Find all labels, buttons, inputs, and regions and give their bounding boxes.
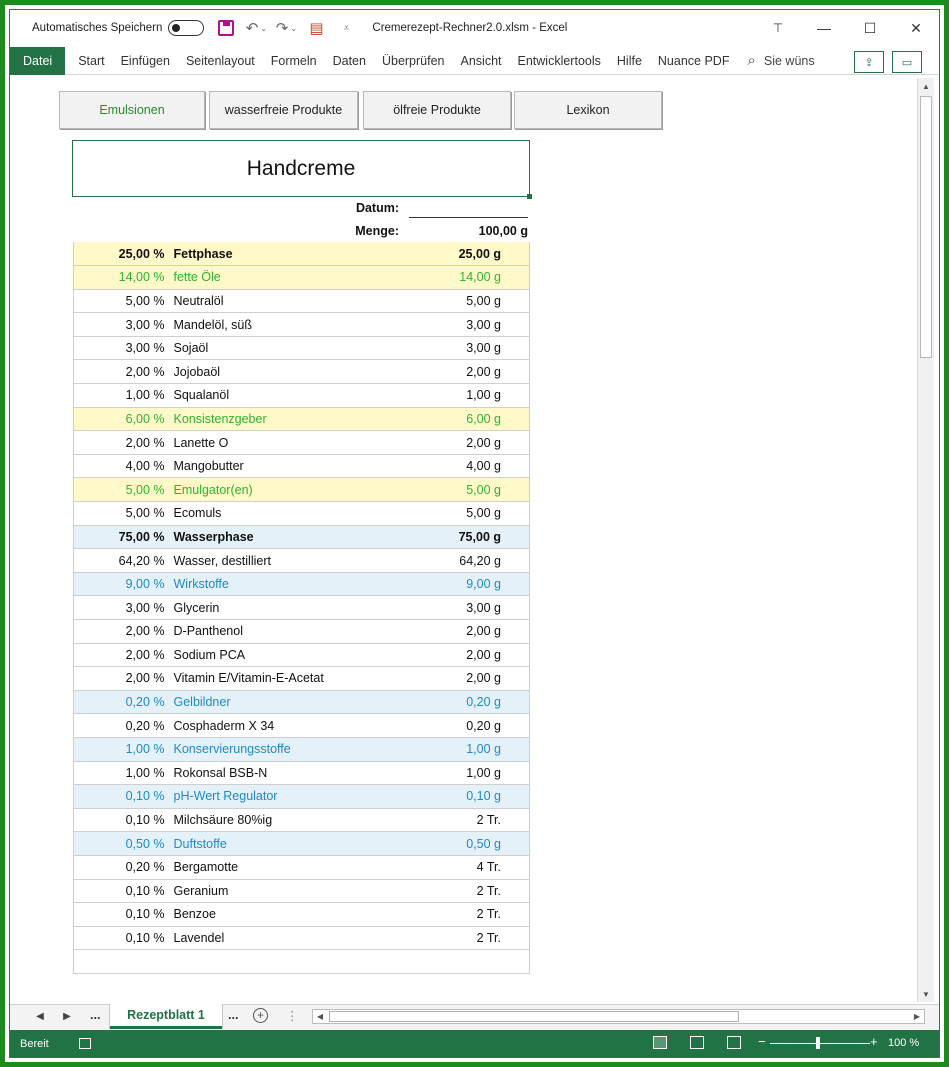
scroll-right-icon[interactable]: ▶ xyxy=(913,1012,921,1021)
datum-underline xyxy=(409,217,528,218)
table-row xyxy=(74,950,530,974)
table-row xyxy=(74,855,530,879)
percent-cell[interactable]: 9,00 % xyxy=(74,572,169,596)
table-row xyxy=(74,454,530,478)
percent-cell[interactable]: 0,10 % xyxy=(74,879,169,903)
percent-cell[interactable]: 2,00 % xyxy=(74,620,169,644)
percent-cell[interactable]: 25,00 % xyxy=(74,242,169,266)
amount-cell[interactable]: 4 Tr. xyxy=(419,855,530,879)
amount-cell[interactable]: 64,20 g xyxy=(419,549,530,573)
ingredient-cell[interactable]: Rokonsal BSB-N xyxy=(169,761,419,785)
zoom-slider-thumb[interactable] xyxy=(816,1037,820,1049)
emulsionen-button[interactable]: Emulsionen xyxy=(59,91,205,129)
percent-cell[interactable]: 75,00 % xyxy=(74,525,169,549)
table-row xyxy=(74,431,530,455)
zoom-out-icon[interactable]: − xyxy=(758,1034,766,1049)
wasserfreie-produkte-button[interactable]: wasserfreie Produkte xyxy=(209,91,358,129)
ingredient-cell[interactable]: Lavendel xyxy=(169,926,419,950)
amount-cell[interactable]: 2,00 g xyxy=(419,643,530,667)
percent-cell[interactable]: 2,00 % xyxy=(74,431,169,455)
amount-cell[interactable]: 3,00 g xyxy=(419,313,530,337)
table-row xyxy=(74,289,530,313)
sheet-tab-rezeptblatt-1[interactable]: Rezeptblatt 1 xyxy=(110,1004,222,1029)
amount-cell[interactable]: 1,00 g xyxy=(419,737,530,761)
vertical-scrollbar[interactable] xyxy=(917,78,934,1002)
tab-formulas[interactable]: Formeln xyxy=(270,53,317,68)
normal-view-icon[interactable] xyxy=(653,1036,667,1049)
ingredient-cell[interactable]: Glycerin xyxy=(169,596,419,620)
ingredient-cell[interactable]: Cosphaderm X 34 xyxy=(169,714,419,738)
percent-cell[interactable]: 5,00 % xyxy=(74,478,169,502)
table-row xyxy=(74,596,530,620)
amount-cell[interactable]: 2,00 g xyxy=(419,667,530,691)
table-row xyxy=(74,808,530,832)
tab-view[interactable]: Ansicht xyxy=(460,53,502,68)
percent-cell[interactable]: 3,00 % xyxy=(74,596,169,620)
amount-cell[interactable]: 5,00 g xyxy=(419,502,530,526)
amount-cell[interactable]: 2 Tr. xyxy=(419,879,530,903)
recipe-table xyxy=(73,242,530,974)
fill-handle[interactable] xyxy=(527,194,532,199)
table-row xyxy=(74,266,530,290)
table-row xyxy=(74,407,530,431)
ingredient-cell[interactable]: Sodium PCA xyxy=(169,643,419,667)
table-row xyxy=(74,360,530,384)
table-row xyxy=(74,832,530,856)
table-row xyxy=(74,667,530,691)
status-bar xyxy=(10,1030,939,1057)
next-sheet-icon[interactable]: ▶ xyxy=(63,1010,71,1022)
percent-cell[interactable] xyxy=(74,950,169,974)
ingredient-cell[interactable]: Milchsäure 80%ig xyxy=(169,808,419,832)
minimize-icon[interactable]: — xyxy=(817,20,831,36)
tab-file[interactable]: Datei xyxy=(10,47,65,75)
window-controls xyxy=(755,10,939,46)
customize-qat-icon[interactable]: ⩡ xyxy=(343,22,350,34)
ingredient-cell[interactable]: Jojobaöl xyxy=(169,360,419,384)
amount-cell[interactable]: 3,00 g xyxy=(419,596,530,620)
tab-help[interactable]: Hilfe xyxy=(616,53,642,68)
ingredient-cell[interactable]: Duftstoffe xyxy=(169,832,419,856)
amount-cell[interactable]: 2 Tr. xyxy=(419,808,530,832)
percent-cell[interactable]: 1,00 % xyxy=(74,761,169,785)
percent-cell[interactable]: 1,00 % xyxy=(74,737,169,761)
table-row xyxy=(74,242,530,266)
table-row xyxy=(74,926,530,950)
ingredient-cell[interactable]: Emulgator(en) xyxy=(169,478,419,502)
ingredient-cell[interactable]: Neutralöl xyxy=(169,289,419,313)
comments-icon[interactable]: ▭ xyxy=(892,51,922,73)
search-icon: ⌕ xyxy=(747,52,756,69)
amount-cell[interactable]: 9,00 g xyxy=(419,572,530,596)
ingredient-cell[interactable]: Gelbildner xyxy=(169,690,419,714)
table-row xyxy=(74,525,530,549)
ingredient-cell[interactable]: Konservierungsstoffe xyxy=(169,737,419,761)
excel-window xyxy=(9,9,940,1058)
amount-cell[interactable]: 4,00 g xyxy=(419,454,530,478)
tab-data[interactable]: Daten xyxy=(332,53,366,68)
recipe-title-cell[interactable] xyxy=(72,140,530,197)
autosave-label: Automatisches Speichern xyxy=(32,22,163,34)
ingredient-cell[interactable]: Geranium xyxy=(169,879,419,903)
recipe-title: Handcreme xyxy=(246,156,356,180)
sheets-ellipsis-right[interactable]: ... xyxy=(228,1008,239,1022)
percent-cell[interactable]: 2,00 % xyxy=(74,643,169,667)
percent-cell[interactable]: 4,00 % xyxy=(74,454,169,478)
percent-cell[interactable]: 0,10 % xyxy=(74,903,169,927)
sheets-ellipsis-left[interactable]: ... xyxy=(90,1008,101,1022)
close-icon[interactable]: ✕ xyxy=(910,19,922,36)
tell-me-search[interactable] xyxy=(747,52,814,69)
ribbon-tabs xyxy=(10,47,939,75)
percent-cell[interactable]: 6,00 % xyxy=(74,407,169,431)
amount-cell[interactable]: 2 Tr. xyxy=(419,926,530,950)
amount-cell[interactable]: 0,50 g xyxy=(419,832,530,856)
amount-cell[interactable]: 14,00 g xyxy=(419,266,530,290)
amount-cell[interactable]: 3,00 g xyxy=(419,336,530,360)
ingredient-cell[interactable]: Bergamotte xyxy=(169,855,419,879)
redo-icon[interactable]: ↷ ⌄ xyxy=(275,20,298,37)
lexikon-button[interactable]: Lexikon xyxy=(514,91,662,129)
tab-review[interactable]: Überprüfen xyxy=(381,53,445,68)
search-label: Sie wüns xyxy=(763,53,815,68)
amount-cell[interactable]: 2,00 g xyxy=(419,620,530,644)
percent-cell[interactable]: 0,10 % xyxy=(74,808,169,832)
percent-cell[interactable]: 1,00 % xyxy=(74,384,169,408)
amount-cell[interactable]: 6,00 g xyxy=(419,407,530,431)
amount-cell[interactable]: 5,00 g xyxy=(419,289,530,313)
ingredient-cell[interactable]: Squalanöl xyxy=(169,384,419,408)
ingredient-cell[interactable]: Lanette O xyxy=(169,431,419,455)
table-row xyxy=(74,761,530,785)
save-icon[interactable] xyxy=(218,20,234,36)
datum-label: Datum: xyxy=(355,201,399,215)
amount-cell[interactable]: 2,00 g xyxy=(419,360,530,384)
table-row xyxy=(74,737,530,761)
table-row xyxy=(74,502,530,526)
percent-cell[interactable]: 0,20 % xyxy=(74,855,169,879)
title-bar xyxy=(10,10,939,46)
table-row xyxy=(74,714,530,738)
zoom-in-icon[interactable]: + xyxy=(870,1034,878,1049)
amount-cell[interactable]: 5,00 g xyxy=(419,478,530,502)
percent-cell[interactable]: 0,20 % xyxy=(74,690,169,714)
tab-page-layout[interactable]: Seitenlayout xyxy=(185,53,255,68)
ingredient-cell[interactable]: Vitamin E/Vitamin-E-Acetat xyxy=(169,667,419,691)
amount-cell[interactable]: 2,00 g xyxy=(419,431,530,455)
table-row xyxy=(74,572,530,596)
zoom-slider[interactable] xyxy=(770,1043,870,1044)
menge-value[interactable]: 100,00 g xyxy=(478,224,528,238)
form-icon[interactable]: ▤ xyxy=(309,20,324,37)
table-row xyxy=(74,690,530,714)
toggle-knob xyxy=(172,24,180,32)
scroll-thumb[interactable] xyxy=(920,96,932,358)
table-row xyxy=(74,879,530,903)
status-ready: Bereit xyxy=(20,1037,49,1050)
ingredient-cell[interactable] xyxy=(169,950,419,974)
table-row xyxy=(74,384,530,408)
percent-cell[interactable]: 0,10 % xyxy=(74,926,169,950)
ribbon-display-icon[interactable]: ⊤ xyxy=(772,21,784,35)
scroll-left-icon[interactable]: ◀ xyxy=(316,1012,324,1021)
page-break-icon[interactable] xyxy=(727,1036,741,1049)
ingredient-cell[interactable]: Mandelöl, süß xyxy=(169,313,419,337)
amount-cell[interactable] xyxy=(419,950,530,974)
amount-cell[interactable]: 0,20 g xyxy=(419,690,530,714)
amount-cell[interactable]: 75,00 g xyxy=(419,525,530,549)
amount-cell[interactable]: 1,00 g xyxy=(419,384,530,408)
amount-cell[interactable]: 25,00 g xyxy=(419,242,530,266)
percent-cell[interactable]: 0,50 % xyxy=(74,832,169,856)
percent-cell[interactable]: 5,00 % xyxy=(74,289,169,313)
percent-cell[interactable]: 3,00 % xyxy=(74,336,169,360)
prev-sheet-icon[interactable]: ◀ xyxy=(36,1010,44,1022)
macro-record-icon[interactable] xyxy=(79,1038,91,1049)
oelfreie-produkte-button[interactable]: ölfreie Produkte xyxy=(363,91,511,129)
scroll-up-icon[interactable]: ▲ xyxy=(922,81,930,91)
percent-cell[interactable]: 0,20 % xyxy=(74,714,169,738)
zoom-level[interactable]: 100 % xyxy=(888,1037,920,1049)
ingredient-cell[interactable]: Wasserphase xyxy=(169,525,419,549)
table-row xyxy=(74,785,530,809)
ingredient-cell[interactable]: Sojaöl xyxy=(169,336,419,360)
amount-cell[interactable]: 0,20 g xyxy=(419,714,530,738)
document-title: Cremerezept-Rechner2.0.xlsm - Excel xyxy=(372,22,568,34)
table-row xyxy=(74,643,530,667)
undo-icon[interactable]: ↶ ⌄ xyxy=(245,20,268,37)
amount-cell[interactable]: 1,00 g xyxy=(419,761,530,785)
table-row xyxy=(74,903,530,927)
hscroll-thumb[interactable] xyxy=(329,1011,739,1022)
ingredient-cell[interactable]: pH-Wert Regulator xyxy=(169,785,419,809)
ingredient-cell[interactable]: D-Panthenol xyxy=(169,620,419,644)
percent-cell[interactable]: 2,00 % xyxy=(74,667,169,691)
percent-cell[interactable]: 5,00 % xyxy=(74,502,169,526)
percent-cell[interactable]: 14,00 % xyxy=(74,266,169,290)
table-row xyxy=(74,313,530,337)
amount-cell[interactable]: 0,10 g xyxy=(419,785,530,809)
scroll-down-icon[interactable]: ▼ xyxy=(922,989,930,999)
page-layout-icon[interactable] xyxy=(690,1036,704,1049)
table-row xyxy=(74,478,530,502)
share-icon[interactable]: ⇪ xyxy=(854,51,884,73)
ingredient-cell[interactable]: fette Öle xyxy=(169,266,419,290)
ingredient-cell[interactable]: Wirkstoffe xyxy=(169,572,419,596)
tab-developer[interactable]: Entwicklertools xyxy=(517,53,601,68)
tab-insert[interactable]: Einfügen xyxy=(120,53,170,68)
ingredient-cell[interactable]: Fettphase xyxy=(169,242,419,266)
ingredient-cell[interactable]: Konsistenzgeber xyxy=(169,407,419,431)
percent-cell[interactable]: 3,00 % xyxy=(74,313,169,337)
percent-cell[interactable]: 64,20 % xyxy=(74,549,169,573)
tab-split-handle[interactable]: ⋮ xyxy=(286,1009,299,1023)
percent-cell[interactable]: 0,10 % xyxy=(74,785,169,809)
table-row xyxy=(74,549,530,573)
autosave-toggle[interactable] xyxy=(168,20,204,36)
percent-cell[interactable]: 2,00 % xyxy=(74,360,169,384)
table-row xyxy=(74,620,530,644)
ingredient-cell[interactable]: Benzoe xyxy=(169,903,419,927)
ingredient-cell[interactable]: Ecomuls xyxy=(169,502,419,526)
ingredient-cell[interactable]: Mangobutter xyxy=(169,454,419,478)
amount-cell[interactable]: 2 Tr. xyxy=(419,903,530,927)
tab-start[interactable]: Start xyxy=(78,53,105,68)
add-sheet-icon[interactable]: + xyxy=(253,1008,268,1023)
table-row xyxy=(74,336,530,360)
menge-label: Menge: xyxy=(355,224,399,238)
horizontal-scrollbar[interactable] xyxy=(312,1009,925,1024)
ingredient-cell[interactable]: Wasser, destilliert xyxy=(169,549,419,573)
maximize-icon[interactable]: ☐ xyxy=(863,19,877,36)
tab-nuance-pdf[interactable]: Nuance PDF xyxy=(657,53,730,68)
